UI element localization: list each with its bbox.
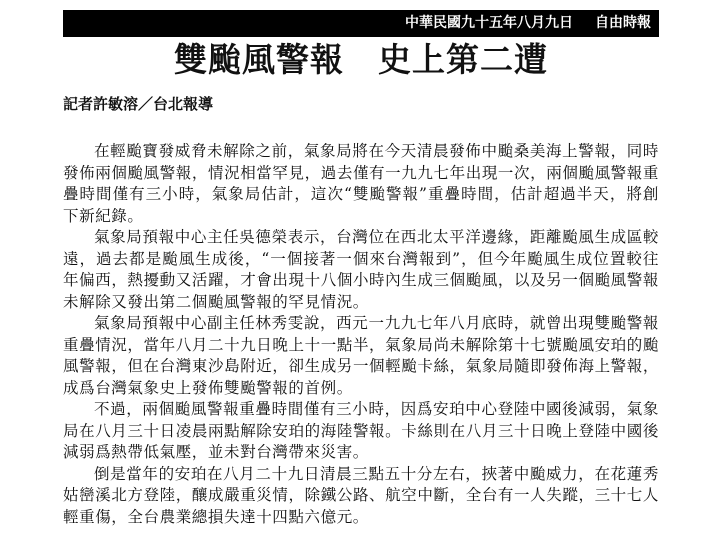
headline-sub: 史上第二遭 — [378, 40, 548, 79]
article-paragraph: 倒是當年的安珀在八月二十九日清晨三點五十分左右，挾著中颱威力，在花蓮秀姑巒溪北方登陸，釀成嚴重災情，除鐵公路、航空中斷，全台有一人失蹤，三十七人輕重傷，全台農業總損失達十四點六億元。 — [63, 464, 659, 526]
headline — [63, 38, 659, 82]
headline-main: 雙颱風警報 — [174, 40, 344, 79]
article-paragraph: 氣象局預報中心副主任林秀雯說，西元一九九七年八月底時，就曾出現雙颱警報重疊情況，當年八月二十九日晚上十一點半，氣象局尚未解除第十七號颱風安珀的颱風警報，但在台灣東沙島附近，卻生成另一個輕颱卡絲，氣象局隨即發佈海上警報，成爲台灣氣象史上發佈雙颱警報的首例。 — [63, 314, 659, 397]
masthead-bar — [63, 10, 659, 37]
byline: 記者許敏溶／台北報導 — [63, 95, 214, 113]
masthead-date: 中華民國九十五年八月九日 — [405, 15, 573, 31]
article-paragraph: 氣象局預報中心主任吳德榮表示，台灣位在西北太平洋邊緣，距離颱風生成區較遠，過去都是颱風生成後，“一個接著一個來台灣報到”，但今年颱風生成位置較往年偏西，熱擾動又活躍，才會出現十八個小時內生成三個颱風，以及另一個颱風警報未解除又發出第二個颱風警報的罕見情況。 — [63, 228, 659, 311]
article-body — [63, 141, 659, 528]
article-paragraph: 不過，兩個颱風警報重疊時間僅有三小時，因爲安珀中心登陸中國後減弱，氣象局在八月三十日凌晨兩點解除安珀的海陸警報。卡絲則在八月三十日晚上登陸中國後減弱爲熱帶低氣壓，並未對台灣帶來災害。 — [63, 400, 659, 461]
masthead-newspaper-name: 自由時報 — [595, 15, 651, 31]
article-paragraph: 在輕颱寶發威脅未解除之前，氣象局將在今天清晨發佈中颱桑美海上警報，同時發佈兩個颱風警報，情況相當罕見，過去僅有一九九七年出現一次，兩個颱風警報重疊時間僅有三小時，氣象局估計，這次“雙颱警報”重疊時間，估計超過半天，將創下新紀錄。 — [63, 142, 659, 225]
